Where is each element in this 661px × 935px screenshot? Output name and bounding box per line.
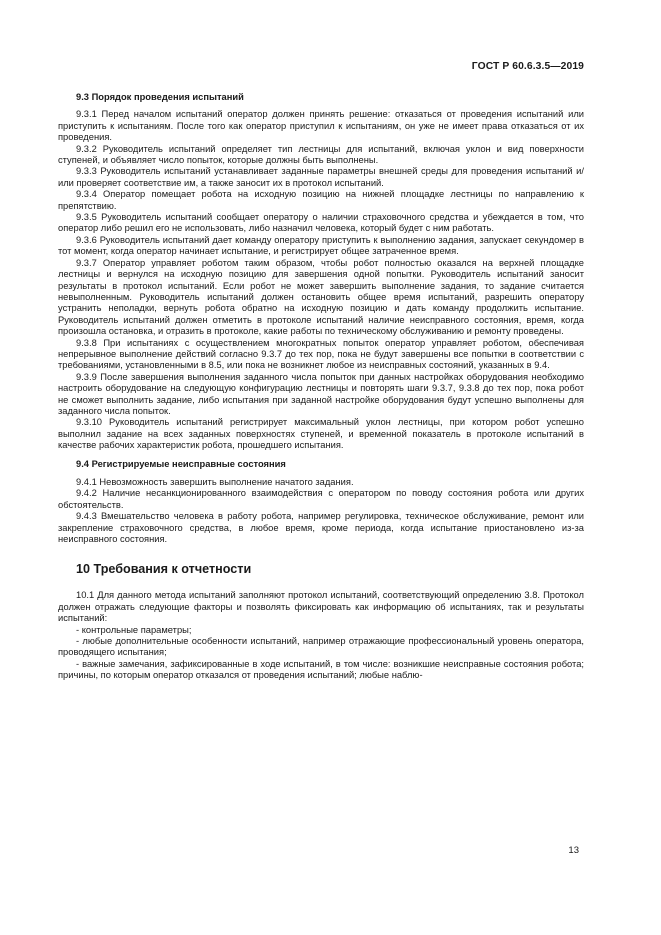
paragraph-10-1: 10.1 Для данного метода испытаний заполняют протокол испытаний, соответствующий определению 3.8. Протокол должен отражать следующие факторы и позволять фиксировать как информацию об испытаниях, так и результаты испытаний:	[58, 590, 584, 624]
paragraph-9-3-9: 9.3.9 После завершения выполнения заданного числа попыток при данных настройках оборудования необходимо настроить оборудование на следующую конфигурацию лестницы и повторять шаги 9.3.7, 9.3.8 до тех пор, пока робот не сможет выполнить задание, либо испытания при заданной настройке оборудования будут успешно выполнены для заданного числа попыток.	[58, 371, 584, 416]
heading-section-10: 10 Требования к отчетности	[76, 562, 252, 577]
page-content	[58, 92, 584, 682]
paragraph-9-3-4: 9.3.4 Оператор помещает робота на исходную позицию на нижней площадке лестницы по направлению к препятствию.	[58, 189, 584, 211]
paragraph-9-3-8: 9.3.8 При испытаниях с осуществлением многократных попыток оператор управляет роботом, обеспечивая непрерывное выполнение действий согласно 9.3.7 до тех пор, пока не будут завершены все попытки в соответствии с требованиями, установленными в 8.5, или пока не возникнет любое из неисправных состояний, указанных в 9.4.	[58, 337, 584, 371]
paragraph-9-3-10: 9.3.10 Руководитель испытаний регистрирует максимальный уклон лестницы, при котором робот успешно выполнил задание на всех заданных поверхностях ступеней, и временной показатель в протоколе испытаний в качестве рабочих характеристик робота, прошедшего испытания.	[58, 417, 584, 451]
list-item-control-params: - контрольные параметры;	[76, 624, 192, 635]
list-item-additional-features: - любые дополнительные особенности испытаний, например отражающие профессиональный уровень оператора, проводящего испытания;	[58, 636, 584, 658]
paragraph-9-3-6: 9.3.6 Руководитель испытаний дает команду оператору приступить к выполнению задания, запускает секундомер в тот момент, когда оператор начинает испытание, и регистрирует общее затраченное время.	[58, 234, 584, 257]
paragraph-9-4-1: 9.4.1 Невозможность завершить выполнение начатого задания.	[76, 477, 354, 487]
paragraph-9-3-7: 9.3.7 Оператор управляет роботом таким образом, чтобы робот полностью оказался на верхней площадке лестницы и вернулся на исходную позицию для завершения одной попытки. Руководитель испытаний заносит результаты в протокол испытаний. Если робот не может завершить выполнение задания, то задание считается невыполненным. Руководитель испытаний должен остановить общее время испытаний, разрешить оператору устранить неполадки, вернуть робота обратно на исходную позицию и дать команду продолжить испытание. Руководитель испытаний должен отметить в протоколе испытаний наличие неисправного состояния, время, когда произошла остановка, и отразить в протоколе, какие работы по техническому обслуживанию и ремонту проведены.	[58, 257, 584, 337]
page-number: 13	[568, 845, 579, 856]
paragraph-9-3-1: 9.3.1 Перед началом испытаний оператор должен принять решение: отказаться от проведения испытаний или приступить к испытаниям. После того как оператор приступил к испытаниям, он уже не имеет права отказаться от их проведения.	[58, 109, 584, 143]
heading-9-3: 9.3 Порядок проведения испытаний	[76, 92, 244, 102]
heading-9-4: 9.4 Регистрируемые неисправные состояния	[76, 458, 286, 469]
paragraph-9-3-3: 9.3.3 Руководитель испытаний устанавливает заданные параметры внешней среды для проведения испытаний и/или проверяет соответствие им, а также заносит их в протокол испытаний.	[58, 166, 584, 188]
paragraph-9-3-2: 9.3.2 Руководитель испытаний определяет тип лестницы для испытаний, включая уклон и вид поверхности ступеней, и объявляет число попыток, которые должны быть выполнены.	[58, 143, 584, 166]
paragraph-9-3-5: 9.3.5 Руководитель испытаний сообщает оператору о наличии страховочного средства и убеждается в том, что оператор либо решил его не использовать, либо назначил человека, который будет с ним работать.	[58, 212, 584, 234]
paragraph-9-4-2: 9.4.2 Наличие несанкционированного взаимодействия с оператором по поводу состояния робота или других обстоятельств.	[58, 488, 584, 510]
document-code: ГОСТ Р 60.6.3.5—2019	[471, 61, 584, 72]
list-item-important-remarks: - важные замечания, зафиксированные в ходе испытаний, в том числе: возникшие неисправные состояния робота; причины, по которым оператор отказался от проведения испытаний; любые наблю-	[58, 658, 584, 681]
paragraph-9-4-3: 9.4.3 Вмешательство человека в работу робота, например регулировка, техническое обслуживание, ремонт или закрепление страховочного средства, в любое время, кроме периода, когда испытание приостановлено из-за неисправного состояния.	[58, 511, 584, 545]
